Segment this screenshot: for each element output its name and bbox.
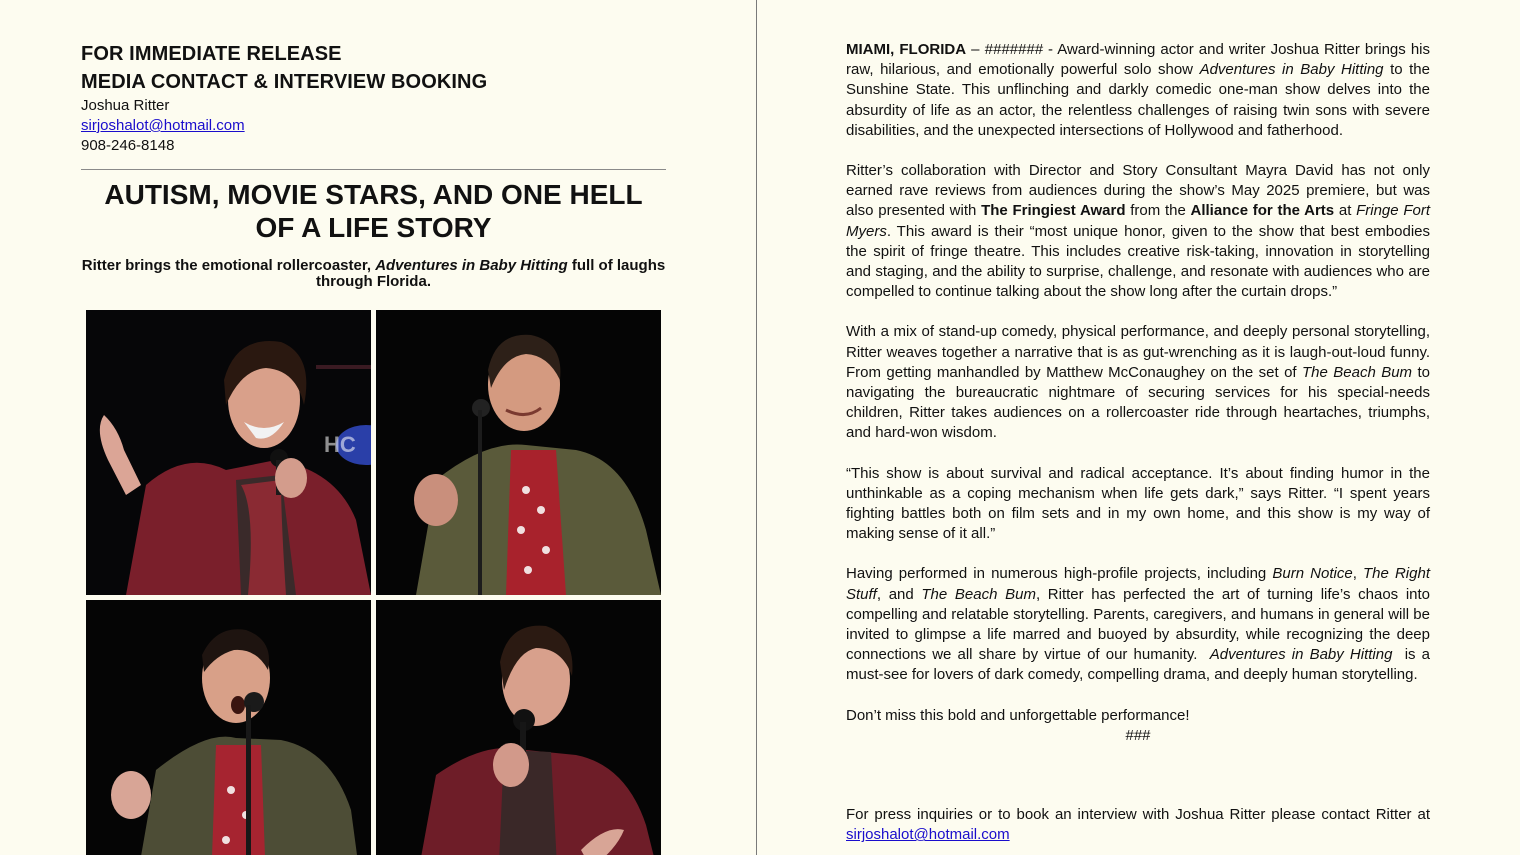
photo-performer-red-jacket-singing bbox=[376, 600, 661, 855]
credits-text-b: , Ritter has perfected the art of turning life’s chaos into compelling and relatable storytelling. Parents, caregivers, and humans in general will be invited to glimpse a life marred and buoyed by absurdity, while recognizing the deep connections we all share by virtue of our humanity. bbox=[846, 585, 1435, 664]
release-date: ####### bbox=[984, 41, 1043, 58]
press-contact-email-link[interactable]: sirjoshalot@hotmail.com bbox=[846, 826, 1010, 844]
contact-name: Joshua Ritter bbox=[81, 97, 170, 114]
intro-text-b: to the Sunshine State. This unflinching and darkly comedic one-man show delves into the absurdity of life as an actor, the relentless challenges of raising twin sons with severe disabilities, and the unexpected intersections of Hollywood and fatherhood. bbox=[846, 61, 1430, 139]
award-text-a: Ritter’s collaboration with Director and Story Consultant Mayra David has not only earned rave reviews from audiences during the show’s May 2025 premiere, but was also presented with bbox=[846, 162, 1430, 220]
subhead-show-title: Adventures in Baby Hitting bbox=[375, 257, 568, 274]
photo-grid bbox=[86, 310, 661, 855]
headline bbox=[81, 178, 666, 244]
credits-sep-2: , and bbox=[876, 585, 922, 603]
narrative-text-b: to navigating the bureaucratic nightmare of securing services for his special-needs children, Ritter takes audiences on a rollercoaster ride through heartaches, triumphs, and hard-won wisdom. bbox=[846, 363, 1430, 442]
paragraph-quote: “This show is about survival and radical acceptance. It’s about finding humor in the unthinkable as a coping mechanism when life gets dark,” says Ritter. “I spent years fighting battles both on film sets and in my own home, and this show is my way of making sense of it all.” bbox=[846, 464, 1430, 543]
paragraph-narrative bbox=[846, 322, 1430, 443]
paragraph-credits bbox=[846, 564, 1435, 685]
intro-text-a: - Award-winning actor and writer Joshua Ritter brings his raw, hilarious, and emotionally powerful solo show bbox=[846, 41, 1430, 79]
credits-show-title: Adventures in Baby Hitting bbox=[1209, 646, 1393, 664]
press-contact-text: For press inquiries or to book an interview with Joshua Ritter please contact Ritter at bbox=[846, 806, 1430, 823]
media-contact-label: MEDIA CONTACT & INTERVIEW BOOKING bbox=[81, 71, 488, 93]
horizontal-rule bbox=[81, 169, 666, 170]
narrative-text-a: With a mix of stand-up comedy, physical performance, and deeply personal storytelling, Ritter weaves together a narrative that is as gut-wrenching as it is laugh-out-loud funny. From getting manhandled by Matthew McConaughey on the set of bbox=[846, 323, 1430, 381]
credit-the-right-stuff: The Right Stuff bbox=[846, 565, 1430, 603]
subhead-pre: Ritter brings the emotional rollercoaster, bbox=[81, 257, 376, 274]
paragraph-closing: Don’t miss this bold and unforgettable performance! bbox=[846, 706, 1190, 724]
award-text-c: at bbox=[1334, 202, 1357, 220]
credit-burn-notice: Burn Notice bbox=[1272, 565, 1353, 583]
photo-performer-singing-close bbox=[86, 600, 371, 855]
intro-show-title: Adventures in Baby Hitting bbox=[1199, 61, 1384, 79]
press-contact-paragraph bbox=[846, 805, 1430, 845]
contact-email-link[interactable]: sirjoshalot@hotmail.com bbox=[81, 117, 245, 134]
paragraph-award bbox=[846, 161, 1430, 302]
press-release-body bbox=[846, 40, 1435, 746]
photo-performer-red-jacket-smiling bbox=[86, 310, 371, 595]
award-text-d: . This award is their “most unique honor, given to the show that best embodies the spirit of fringe theatre. This includes creative risk-taking, innovation in storytelling and staging, and the ability to surprise, challenge, and resonate with audiences who are compelled to continue talking about the show long after the curtain drops.” bbox=[846, 222, 1430, 301]
paragraph-intro bbox=[846, 40, 1430, 141]
svg-text:HC: HC bbox=[324, 432, 356, 457]
right-page bbox=[757, 0, 1520, 855]
narrative-film-title: The Beach Bum bbox=[1302, 363, 1413, 381]
subhead-post: full of laughs through Florida. bbox=[316, 257, 666, 290]
award-org: Alliance for the Arts bbox=[1190, 202, 1335, 220]
end-mark: ### bbox=[1125, 726, 1151, 744]
headline-line-2: OF A LIFE STORY bbox=[255, 212, 492, 243]
release-label: FOR IMMEDIATE RELEASE bbox=[81, 43, 342, 65]
award-text-b: from the bbox=[1125, 202, 1191, 220]
credits-text-c: is a must-see for lovers of dark comedy, compelling drama, and deeply human storytelling. bbox=[846, 646, 1435, 684]
credit-the-beach-bum: The Beach Bum bbox=[921, 585, 1036, 603]
award-festival: Fringe Fort Myers bbox=[846, 202, 1430, 240]
credits-sep-1: , bbox=[1352, 565, 1363, 583]
photo-performer-green-jacket-mic bbox=[376, 310, 661, 595]
headline-line-1: AUTISM, MOVIE STARS, AND ONE HELL bbox=[104, 179, 643, 210]
dateline-dash: – bbox=[966, 41, 985, 58]
award-name: The Fringiest Award bbox=[981, 202, 1126, 220]
contact-phone: 908-246-8148 bbox=[81, 137, 175, 154]
left-page bbox=[0, 0, 756, 855]
left-page-content bbox=[81, 40, 666, 290]
dateline: MIAMI, FLORIDA bbox=[846, 41, 967, 58]
subheadline bbox=[81, 258, 666, 290]
credits-text-a: Having performed in numerous high-profile projects, including bbox=[846, 565, 1273, 583]
